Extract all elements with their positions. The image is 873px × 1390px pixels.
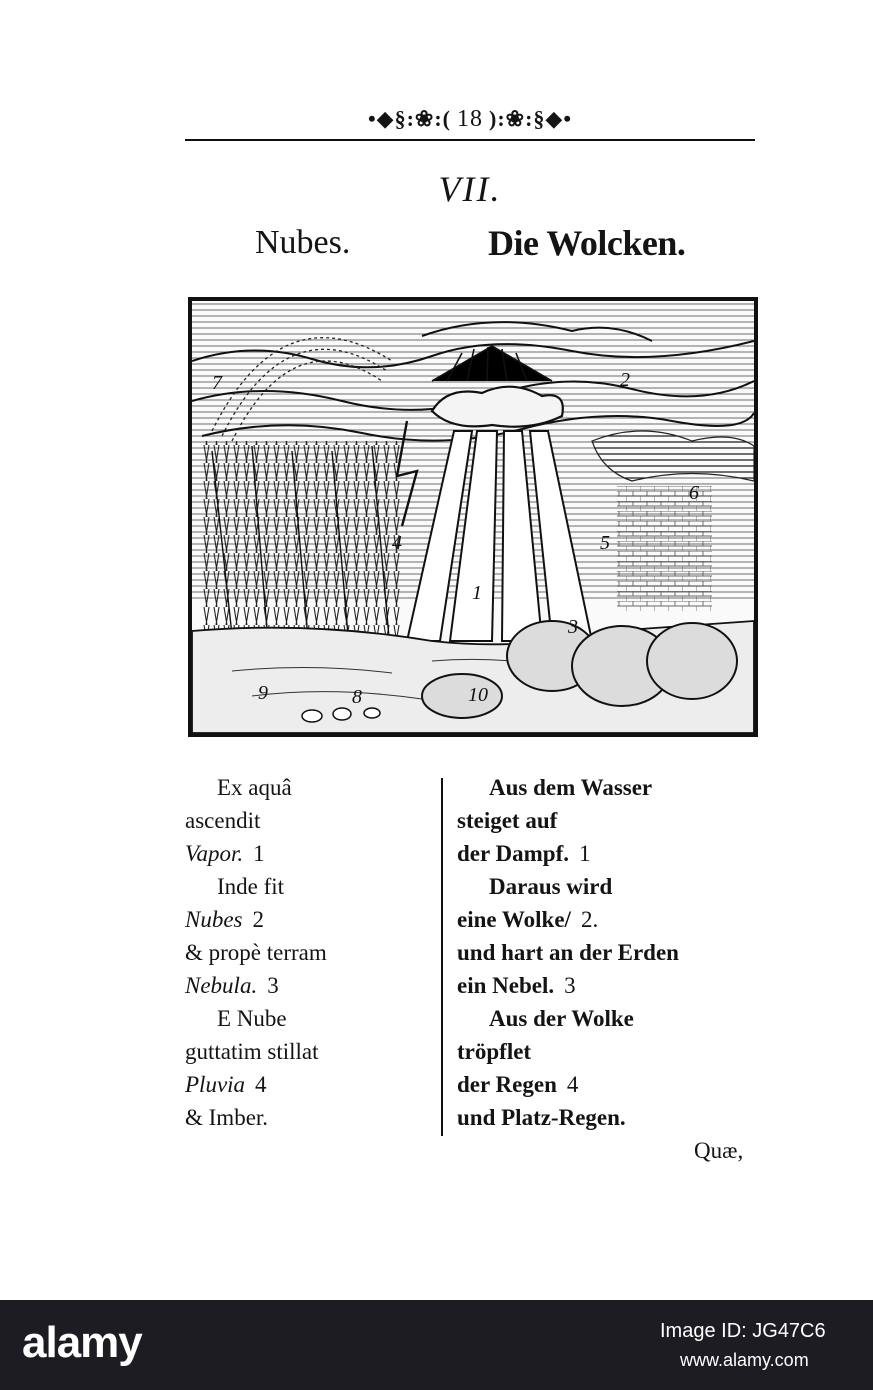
- label-4: 4: [392, 532, 402, 554]
- latin-line: & propè terram: [185, 940, 327, 965]
- page-number: 18: [457, 105, 483, 132]
- site-url: www.alamy.com: [680, 1350, 809, 1370]
- latin-line: Pluvia 4: [185, 1072, 267, 1097]
- latin-line: guttatim stillat: [185, 1039, 319, 1064]
- title-german: Die Wolcken.: [488, 223, 686, 263]
- german-line: und hart an der Erden: [457, 940, 679, 965]
- label-6: 6: [689, 482, 699, 504]
- german-column: [457, 771, 757, 1134]
- alamy-logo: alamy: [22, 1318, 142, 1367]
- latin-line: & Imber.: [185, 1105, 269, 1130]
- german-line: eine Wolke/ 2.: [457, 907, 599, 932]
- label-3: 3: [568, 616, 578, 638]
- german-line: ein Nebel. 3: [457, 973, 576, 998]
- chapter-number: VII.: [438, 169, 502, 209]
- ornament-right-icon: ):❀:§◆•: [489, 106, 573, 131]
- label-7: 7: [212, 372, 222, 394]
- label-5: 5: [600, 532, 610, 554]
- latin-column: [185, 771, 425, 1134]
- german-line: und Platz-Regen.: [457, 1105, 626, 1130]
- latin-line: Inde fit: [217, 874, 285, 899]
- catchword: Quæ,: [694, 1138, 744, 1163]
- latin-line: Vapor. 1: [185, 841, 265, 866]
- german-line: Aus der Wolke: [489, 1006, 634, 1031]
- german-line: der Regen 4: [457, 1072, 579, 1097]
- latin-line: Nebula. 3: [185, 973, 279, 998]
- title-latin: Nubes.: [255, 224, 351, 261]
- woodcut-illustration: [188, 297, 758, 737]
- column-divider: [441, 778, 443, 1136]
- label-9: 9: [258, 682, 268, 704]
- ornament-left-icon: •◆§:❀:(: [367, 106, 451, 131]
- label-8: 8: [352, 686, 362, 708]
- german-line: steiget auf: [457, 808, 558, 833]
- latin-line: ascendit: [185, 808, 261, 833]
- german-line: tröpflet: [457, 1039, 532, 1064]
- label-1: 1: [472, 582, 482, 604]
- german-line: Daraus wird: [489, 874, 613, 899]
- image-id: Image ID: JG47C6: [660, 1320, 826, 1342]
- german-line: Aus dem Wasser: [489, 775, 653, 800]
- latin-line: Nubes 2: [185, 907, 264, 932]
- header-rule: [185, 139, 755, 141]
- label-2: 2: [620, 369, 630, 391]
- latin-line: E Nube: [217, 1006, 287, 1031]
- german-line: der Dampf. 1: [457, 841, 591, 866]
- running-head: [185, 104, 755, 134]
- label-10: 10: [468, 684, 488, 706]
- clouds-woodcut-drawing: [192, 301, 754, 733]
- latin-line: Ex aquâ: [217, 775, 292, 800]
